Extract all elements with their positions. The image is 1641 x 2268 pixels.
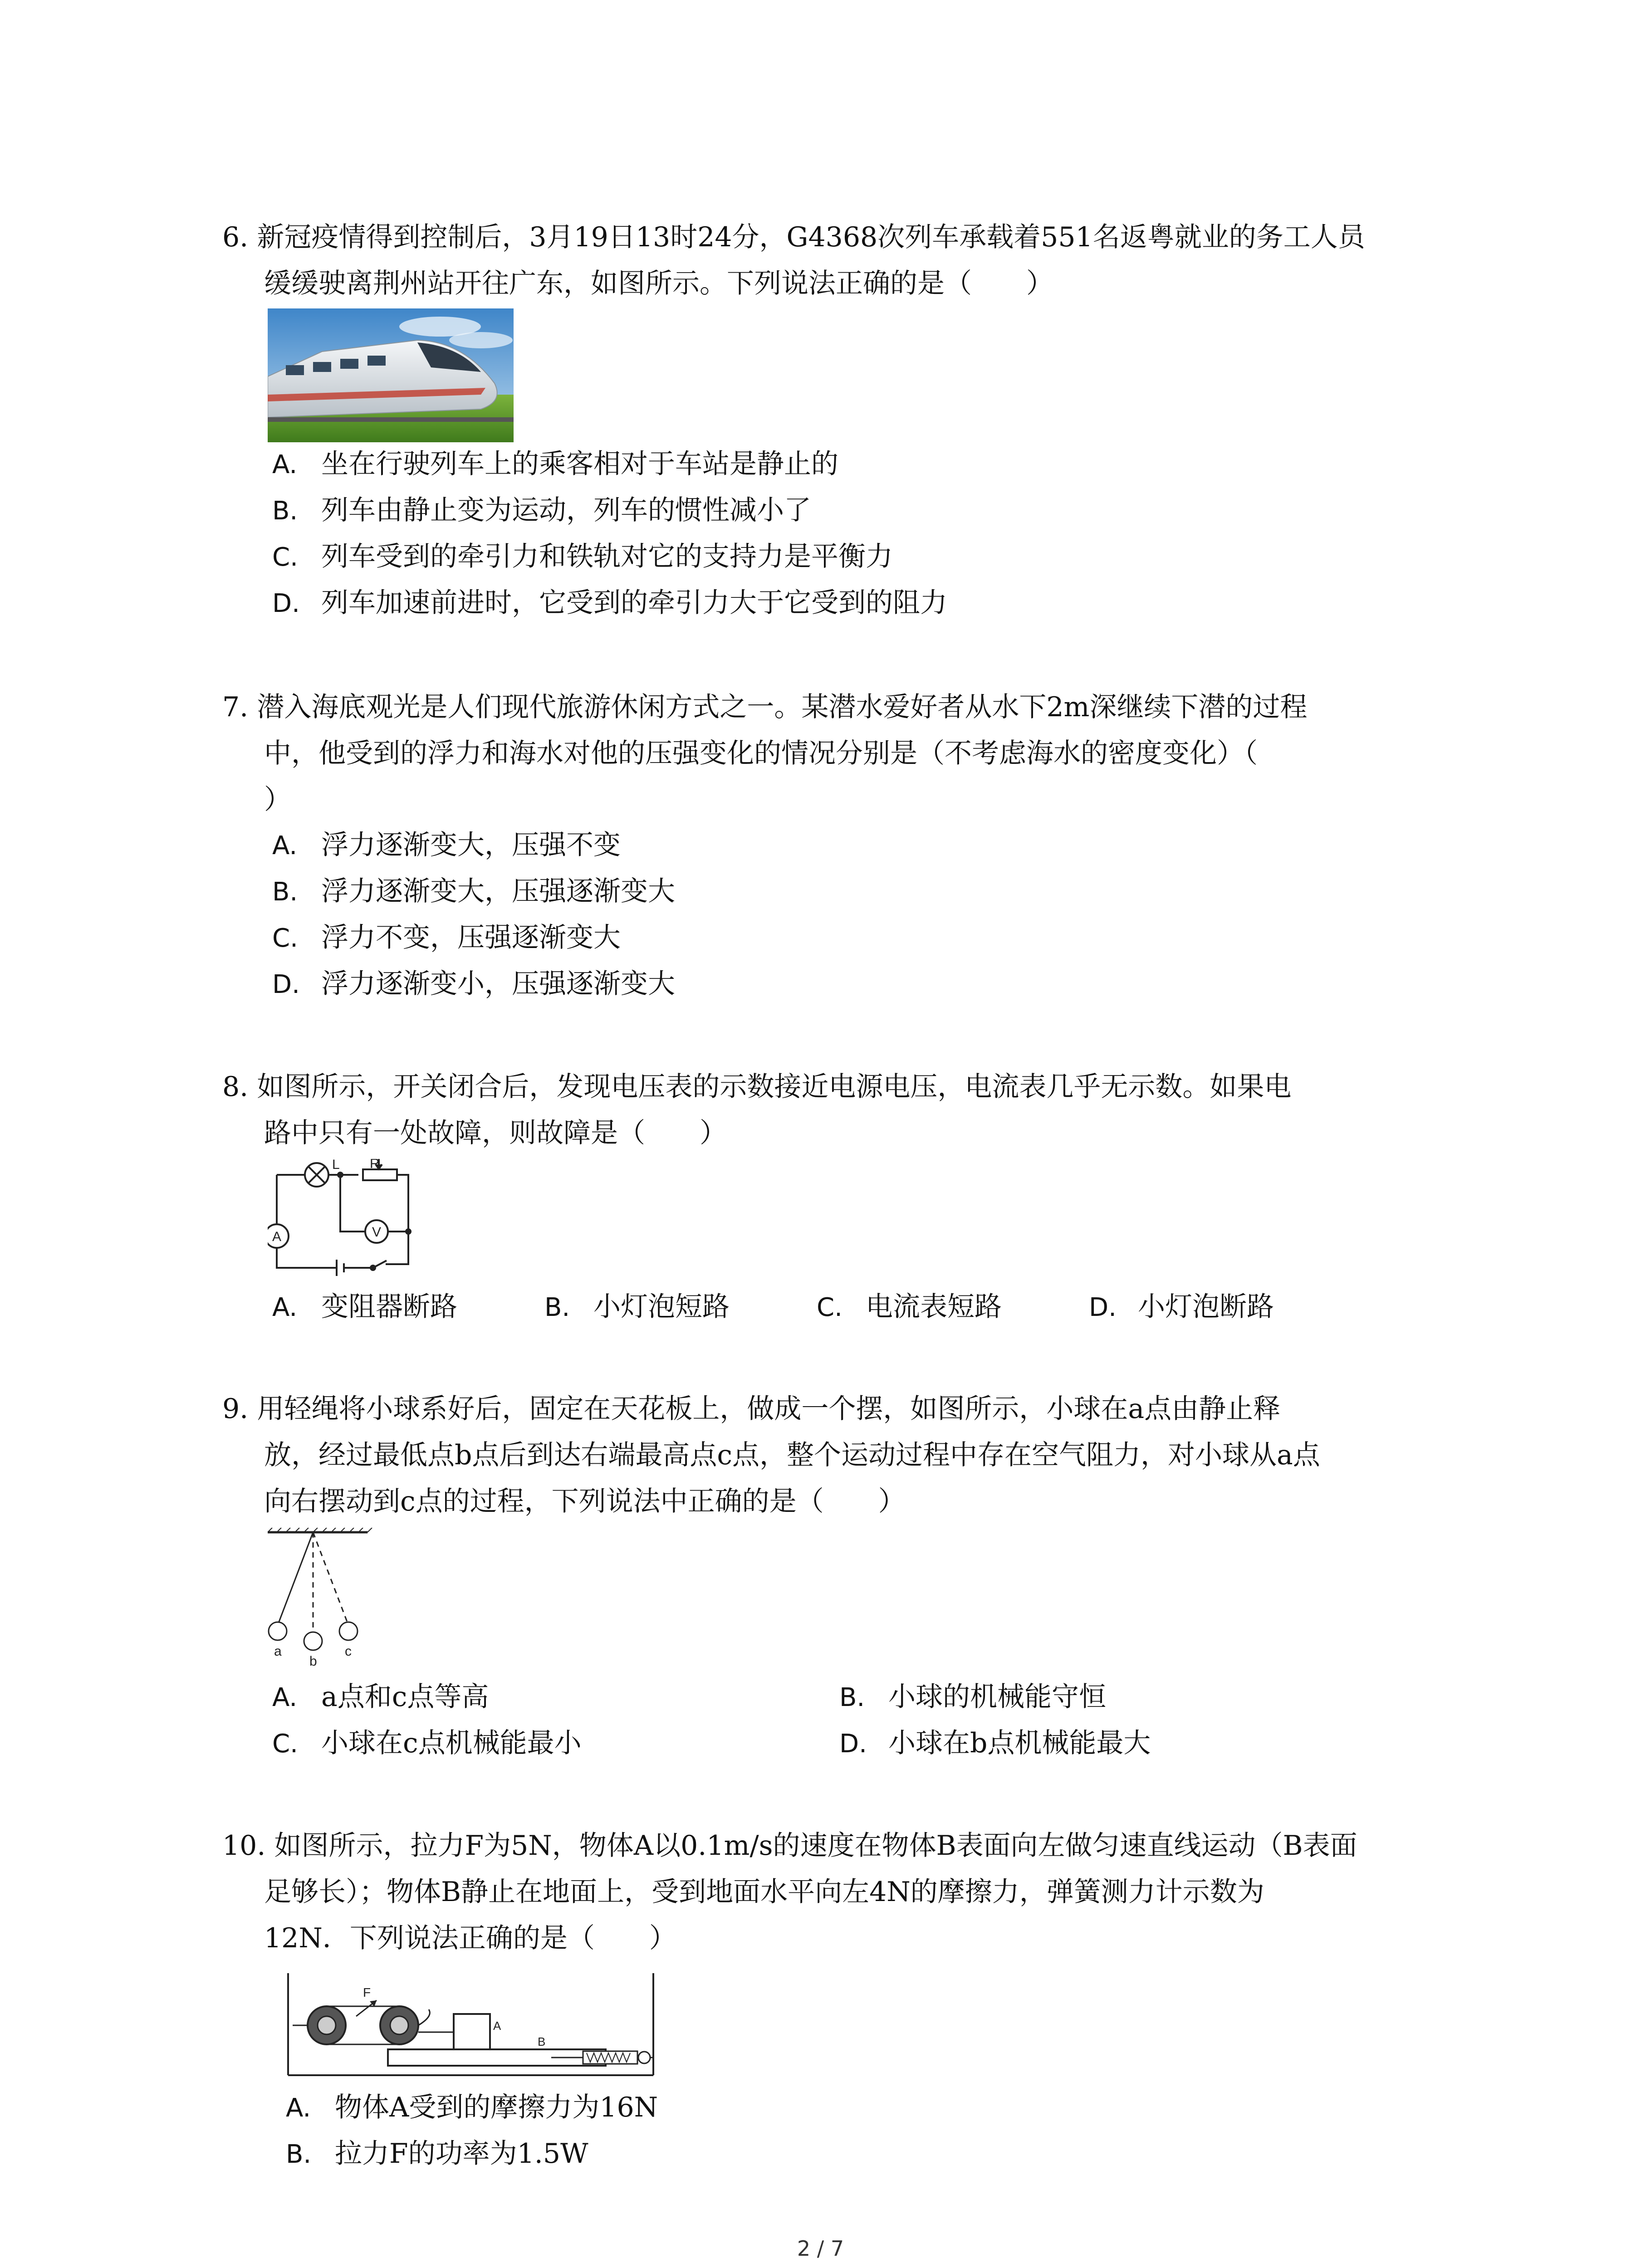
question-7-option-b [272,868,675,915]
question-10 [222,1823,1456,1961]
option-text: 坐在行驶列车上的乘客相对于车站是静止的 [321,448,838,480]
option-letter: B. [839,1683,865,1712]
ammeter-label: A [272,1229,282,1244]
option-letter: C. [817,1293,843,1322]
option-text: 列车由静止变为运动，列车的惯性减小了 [321,494,811,526]
question-number: 9. [222,1393,249,1425]
question-8-option-d [1089,1284,1274,1331]
question-9-option-a [272,1674,489,1721]
pulley-diagram [284,1973,660,2077]
pulley-right-icon [380,2006,418,2044]
voltmeter-label: V [372,1225,382,1240]
question-7-option-a [272,822,621,869]
resistor-icon [363,1159,397,1180]
option-letter: A. [272,831,298,860]
question-8-option-a [272,1284,457,1331]
point-b-label: b [309,1654,317,1668]
option-text: 物体A受到的摩擦力为16N [335,2092,658,2123]
battery-icon [337,1260,344,1276]
option-letter: D. [272,970,300,999]
question-6-option-c [272,533,893,581]
option-letter: C. [272,543,298,572]
question-text: 如图所示，拉力F为5N，物体A以0.1m/s的速度在物体B表面向左做匀速直线运动（B表面 [274,1830,1357,1862]
question-8-option-b [544,1284,730,1331]
option-letter: D. [839,1729,867,1759]
question-6-line-2: 缓缓驶离荆州站开往广东，如图所示。下列说法正确的是（ ） [264,268,1053,299]
question-7-line-1 [222,684,1456,730]
question-7-option-c [272,914,621,962]
question-6-option-b [272,487,811,534]
question-8-line-1 [222,1064,1456,1110]
question-10-option-b [286,2131,588,2178]
option-letter: A. [272,1293,298,1322]
page-number: 2 / 7 [797,2236,844,2261]
question-9-option-c [272,1720,582,1767]
option-text: a点和c点等高 [321,1681,489,1713]
option-text: 拉力F的功率为1.5W [335,2138,588,2170]
option-letter: D. [272,589,300,618]
option-text: 浮力逐渐变大，压强逐渐变大 [321,875,675,907]
question-9-option-d [839,1720,1151,1767]
option-text: 变阻器断路 [321,1291,457,1323]
question-8-line-2: 路中只有一处故障，则故障是（ ） [264,1117,727,1149]
force-label: F [363,1985,371,1999]
option-text: 小球的机械能守恒 [888,1681,1106,1713]
question-number: 7. [222,691,249,723]
option-text: 小球在b点机械能最大 [888,1727,1151,1759]
option-text: 列车加速前进时，它受到的牵引力大于它受到的阻力 [321,587,947,619]
option-letter: B. [272,496,298,526]
option-letter: A. [272,450,298,479]
question-6-option-d [272,580,947,627]
option-text: 电流表短路 [866,1291,1002,1323]
question-8 [222,1064,1456,1156]
question-9 [222,1386,1456,1525]
block-b-label: B [538,2035,546,2048]
question-text: 如图所示，开关闭合后，发现电压表的示数接近电源电压，电流表几乎无示数。如果电 [257,1071,1292,1103]
question-6 [222,214,1456,307]
ball-b-icon [304,1632,322,1650]
option-letter: B. [272,877,298,907]
pulley-left-icon [308,2006,346,2044]
option-letter: D. [1089,1293,1117,1322]
option-letter: A. [286,2093,311,2123]
question-9-line-3: 向右摆动到c点的过程，下列说法中正确的是（ ） [264,1486,906,1517]
question-8-option-c [817,1284,1002,1331]
lamp-icon [305,1163,328,1187]
block-a-label: A [493,2019,501,2033]
option-text: 浮力不变，压强逐渐变大 [321,922,621,953]
question-7-line-3: ） [264,784,291,816]
option-text: 小球在c点机械能最小 [321,1727,582,1759]
option-letter: B. [544,1293,570,1322]
question-7 [222,684,1456,823]
question-9-line-1 [222,1386,1456,1432]
question-9-option-b [839,1674,1106,1721]
question-number: 8. [222,1071,249,1103]
question-10-option-a [286,2084,658,2131]
question-text: 新冠疫情得到控制后，3月19日13时24分，G4368次列车承载着551名返粤就业的务工人员 [257,221,1365,253]
question-7-option-d [272,961,675,1008]
question-10-line-2: 足够长）；物体B静止在地面上，受到地面水平向左4N的摩擦力，弹簧测力计示数为 [264,1876,1264,1908]
ball-c-icon [339,1622,358,1640]
question-10-line-1 [222,1823,1456,1869]
question-6-option-a [272,441,838,488]
switch-icon [371,1261,387,1270]
question-number: 10. [222,1830,266,1862]
resistor-label: R [370,1159,380,1171]
point-a-label: a [274,1644,282,1659]
question-7-line-2: 中，他受到的浮力和海水对他的压强变化的情况分别是（不考虑海水的密度变化）（ [264,738,1258,769]
train-photo [268,308,514,442]
question-text: 用轻绳将小球系好后，固定在天花板上，做成一个摆，如图所示，小球在a点由静止释 [257,1393,1281,1425]
option-letter: A. [272,1683,298,1712]
pendulum-diagram [268,1528,377,1668]
question-number: 6. [222,221,249,253]
option-letter: B. [286,2140,312,2169]
option-text: 浮力逐渐变小，压强逐渐变大 [321,968,675,1000]
option-text: 浮力逐渐变大，压强不变 [321,829,621,861]
question-text: 潜入海底观光是人们现代旅游休闲方式之一。某潜水爱好者从水下2m深继续下潜的过程 [257,691,1308,723]
option-text: 小灯泡断路 [1138,1291,1274,1323]
option-text: 小灯泡短路 [593,1291,730,1323]
lamp-label: L [332,1159,340,1172]
circuit-diagram [268,1159,449,1277]
option-text: 列车受到的牵引力和铁轨对它的支持力是平衡力 [321,541,893,572]
question-10-line-3: 12N．下列说法正确的是（ ） [264,1922,676,1954]
point-c-label: c [345,1644,352,1659]
ball-a-icon [269,1622,287,1640]
option-letter: C. [272,1729,298,1759]
question-9-line-2: 放，经过最低点b点后到达右端最高点c点，整个运动过程中存在空气阻力，对小球从a点 [264,1439,1320,1471]
option-letter: C. [272,924,298,953]
question-6-line-1 [222,214,1456,260]
